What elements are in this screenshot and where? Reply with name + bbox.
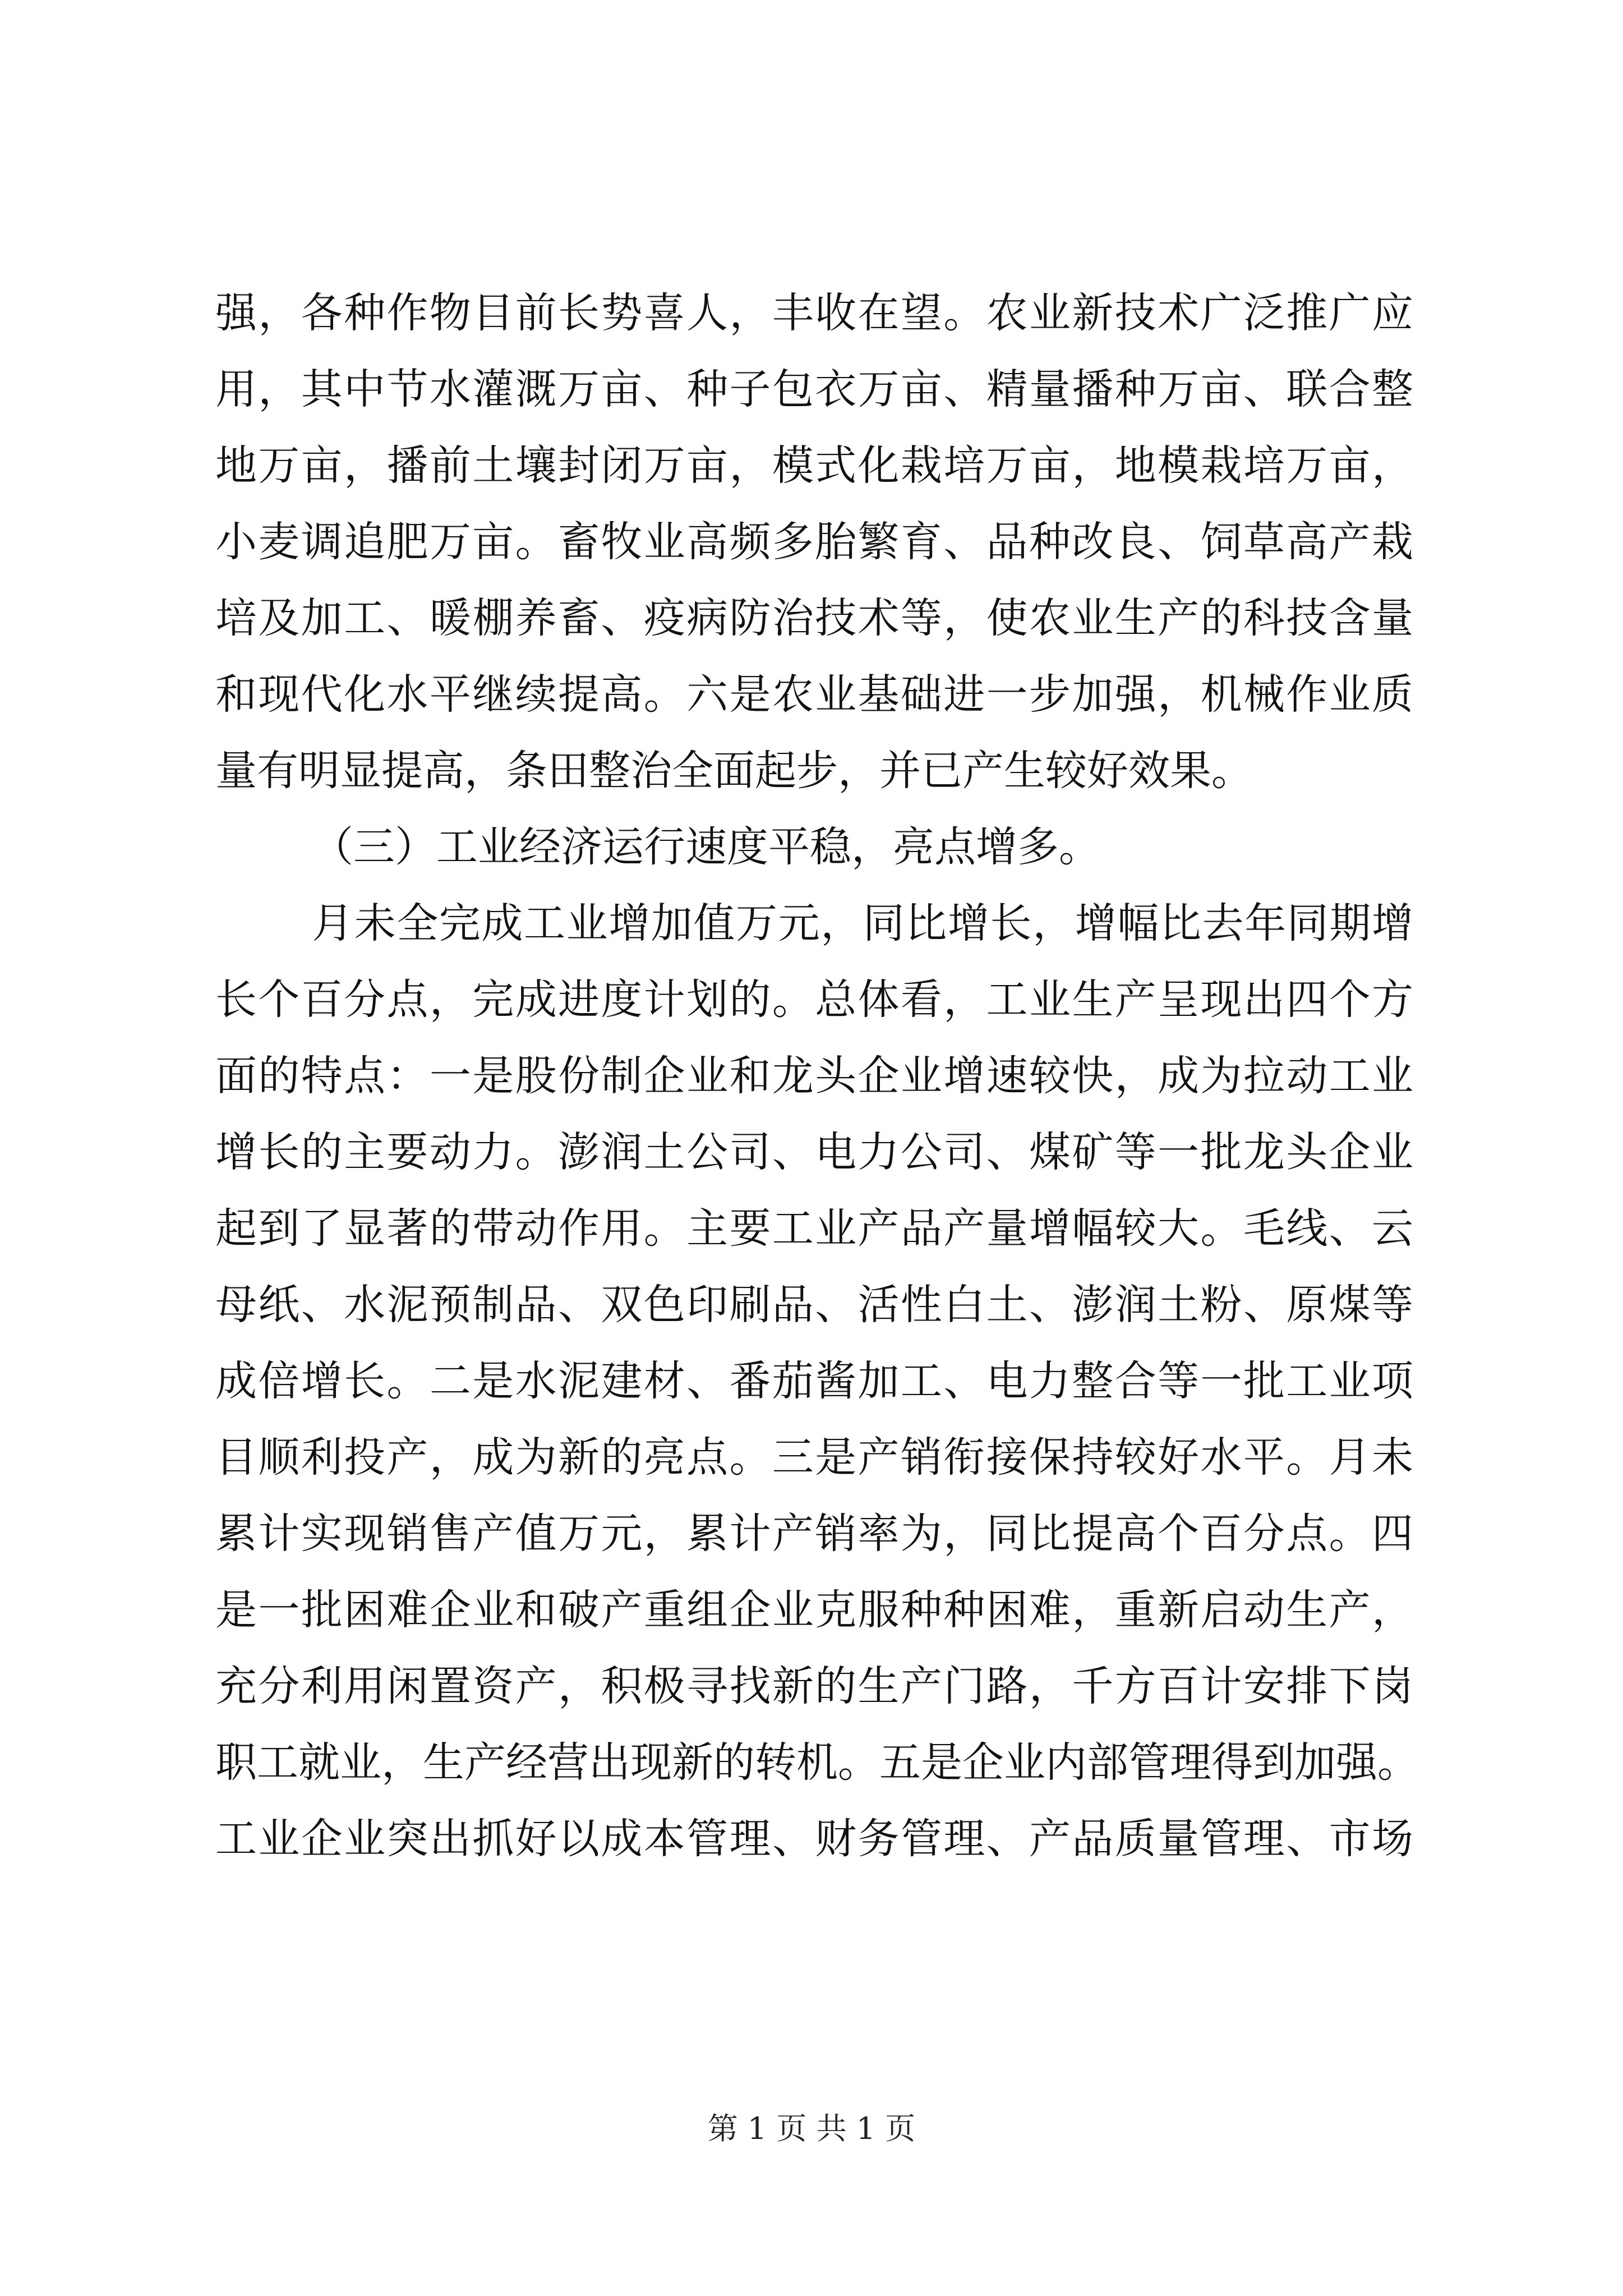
section-heading xyxy=(215,809,1413,885)
text-line: 是一批困难企业和破产重组企业克服种种困难，重新启动生产， xyxy=(215,1586,1413,1634)
text-line: 和现代化水平继续提高。六是农业基础进一步加强，机械作业质 xyxy=(215,670,1413,719)
text-line: 增长的主要动力。澎润土公司、电力公司、煤矿等一批龙头企业 xyxy=(215,1128,1413,1176)
heading-line: （三）工业经济运行速度平稳，亮点增多。 xyxy=(312,823,1100,871)
text-line: 职工就业，生产经营出现新的转机。五是企业内部管理得到加强。 xyxy=(215,1738,1419,1787)
text-line: 长个百分点，完成进度计划的。总体看，工业生产呈现出四个方 xyxy=(215,976,1413,1024)
text-line: 累计实现销售产值万元，累计产销率为，同比提高个百分点。四 xyxy=(215,1510,1413,1558)
text-line: 强，各种作物目前长势喜人，丰收在望。农业新技术广泛推广应 xyxy=(215,289,1413,337)
paragraph-industry xyxy=(215,885,1419,1877)
page-footer: 第 1 页 共 1 页 xyxy=(707,2111,916,2146)
text-line: 用，其中节水灌溉万亩、种子包衣万亩、精量播种万亩、联合整 xyxy=(215,365,1413,413)
text-line: 量有明显提高，条田整治全面起步，并已产生较好效果。 xyxy=(215,747,1253,795)
text-line: 工业企业突出抓好以成本管理、财务管理、产品质量管理、市场 xyxy=(215,1815,1413,1863)
document-body xyxy=(215,275,1419,1877)
text-line: 母纸、水泥预制品、双色印刷品、活性白土、澎润土粉、原煤等 xyxy=(215,1281,1413,1329)
text-line: 培及加工、暖棚养畜、疫病防治技术等，使农业生产的科技含量 xyxy=(215,594,1413,642)
paragraph-continuation xyxy=(215,275,1413,809)
text-line: 目顺利投产，成为新的亮点。三是产销衔接保持较好水平。月未 xyxy=(215,1433,1413,1481)
text-line: 充分利用闲置资产，积极寻找新的生产门路，千方百计安排下岗 xyxy=(215,1662,1413,1710)
text-line: 起到了显著的带动作用。主要工业产品产量增幅较大。毛线、云 xyxy=(215,1204,1413,1253)
text-line: 月未全完成工业增加值万元，同比增长，增幅比去年同期增 xyxy=(312,899,1413,947)
text-line: 面的特点：一是股份制企业和龙头企业增速较快，成为拉动工业 xyxy=(215,1052,1413,1100)
text-line: 地万亩，播前土壤封闭万亩，模式化栽培万亩，地模栽培万亩， xyxy=(215,441,1413,490)
text-line: 小麦调追肥万亩。畜牧业高频多胎繁育、品种改良、饲草高产栽 xyxy=(215,518,1413,566)
text-line: 成倍增长。二是水泥建材、番茄酱加工、电力整合等一批工业项 xyxy=(215,1357,1413,1405)
